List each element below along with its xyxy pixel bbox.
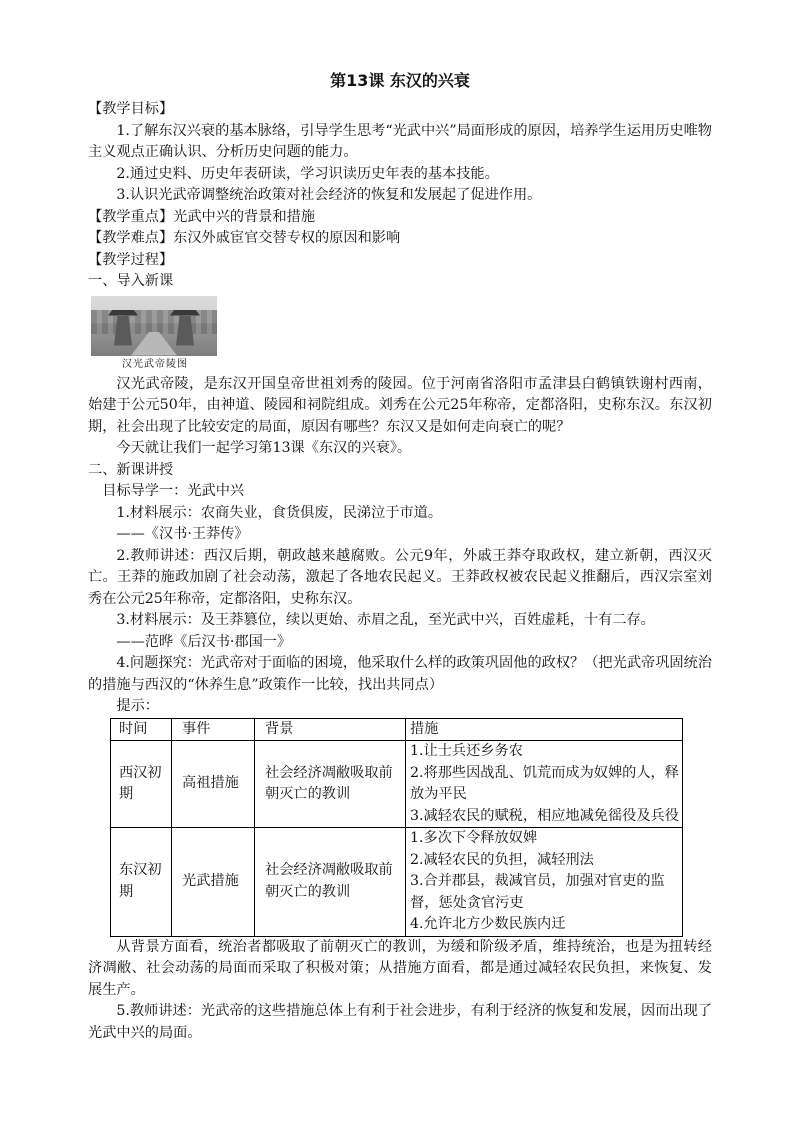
cell-measures: [406, 741, 683, 828]
header-measures: 措施: [406, 718, 683, 741]
header-time: 时间: [111, 718, 172, 741]
key-point: 【教学重点】光武中兴的背景和措施: [88, 208, 316, 225]
cell-background: 社会经济凋敝吸取前朝灭亡的教训: [255, 828, 406, 937]
item1: 1.材料展示：农商失业，食货俱废，民涕泣于市道。: [116, 504, 443, 521]
cell-time: 东汉初期: [111, 828, 172, 937]
header-event: 事件: [172, 718, 255, 741]
cell-measures: [406, 828, 683, 937]
intro-paragraph: 汉光武帝陵，是东汉开国皇帝世祖刘秀的陵园。位于河南省洛阳市孟津县白鹤镇铁谢村西南，始建于公元50年，由神道、陵园和祠院组成。刘秀在公元25年称帝，定都洛阳，史称东汉。东汉初期，社会出现了比较安定的局面，原因有哪些？东汉又是如何走向衰亡的呢？: [88, 375, 712, 435]
measure-item: 3.减轻农民的赋税，相应地减免徭役及兵役: [410, 807, 679, 824]
item3: 3.材料展示：及王莽篡位，续以更始、赤眉之乱，至光武中兴，百姓虚耗，十有二存。: [116, 612, 655, 628]
section2-heading: 二、新课讲授: [88, 461, 174, 478]
measure-item: 1.让士兵还乡务农: [410, 743, 523, 759]
measure-item: 2.将那些因战乱、饥荒而成为奴婢的人，释放为平民: [410, 764, 679, 802]
table-header-row: [111, 718, 683, 741]
analysis-paragraph: 从背景方面看，统治者都吸取了前朝灭亡的教训，为缓和阶级矛盾，维持统治，也是为扭转经济凋敝、社会动荡的局面而采取了积极对策；从措施方面看，都是通过减轻农民负担，来恢复、发展生产。: [88, 938, 712, 998]
target1-heading: 目标导学一：光武中兴: [102, 483, 245, 499]
item4: 4.问题探究：光武帝对于面临的困境，他采取什么样的政策巩固他的政权？（把光武帝巩固统治的措施与西汉的“休养生息”政策作一比较，找出共同点）: [88, 655, 712, 693]
goal-item-3: 3.认识光武帝调整统治政策对社会经济的恢复和发展起了促进作用。: [116, 187, 542, 203]
intro-closing: 今天就让我们一起学习第13课《东汉的兴衰》。: [116, 440, 412, 456]
measure-item: 2.减轻农民的负担，减轻刑法: [410, 851, 594, 868]
item1-source: ——《汉书·王莽传》: [116, 526, 249, 542]
measure-item: 4.允许北方少数民族内迁: [410, 916, 566, 932]
item3-source: ——范晔《后汉书·郡国一》: [116, 633, 292, 650]
section1-heading: 一、导入新课: [88, 273, 174, 289]
cell-background: 社会经济凋敝吸取前朝灭亡的教训: [255, 741, 406, 828]
comparison-table: [110, 718, 683, 937]
goal-item-1: 1.了解东汉兴衰的基本脉络，引导学生思考“光武中兴”局面形成的原因，培养学生运用历史唯物主义观点正确认识、分析历史问题的能力。: [88, 122, 712, 160]
measure-item: 3.合并郡县，裁减官员，加强对官吏的监督，惩处贪官污吏: [410, 873, 665, 911]
page-title: 第13课 东汉的兴衰: [330, 71, 470, 90]
cell-event: 光武措施: [172, 828, 255, 937]
cell-event: 高祖措施: [172, 741, 255, 828]
item5: 5.教师讲述：光武帝的这些措施总体上有利于社会进步，有利于经济的恢复和发展，因而出现了光武中兴的局面。: [88, 1003, 712, 1041]
goals-heading: 【教学目标】: [88, 101, 174, 117]
process-heading: 【教学过程】: [88, 251, 174, 268]
table-row: [111, 741, 683, 828]
goal-item-2: 2.通过史料、历史年表研读，学习识读历史年表的基本技能。: [116, 165, 499, 182]
tomb-figure: [91, 296, 219, 374]
lesson-page: [88, 66, 712, 1044]
table-row: [111, 828, 683, 937]
hint-label: 提示：: [116, 698, 159, 714]
measure-item: 1.多次下令释放奴婢: [410, 830, 538, 846]
tomb-photo: [91, 296, 217, 356]
figure-caption: 汉光武帝陵图: [122, 358, 188, 370]
header-background: 背景: [255, 718, 406, 741]
cell-time: 西汉初期: [111, 741, 172, 828]
difficulty: 【教学难点】东汉外戚宦官交替专权的原因和影响: [88, 230, 401, 246]
item2: 2.教师讲述：西汉后期，朝政越来越腐败。公元9年，外戚王莽夺取政权，建立新朝，西汉灭亡。王莽的施政加剧了社会动荡，激起了各地农民起义。王莽政权被农民起义推翻后，西汉宗室刘秀在公元25年称帝，定都洛阳，史称东汉。: [88, 547, 712, 607]
